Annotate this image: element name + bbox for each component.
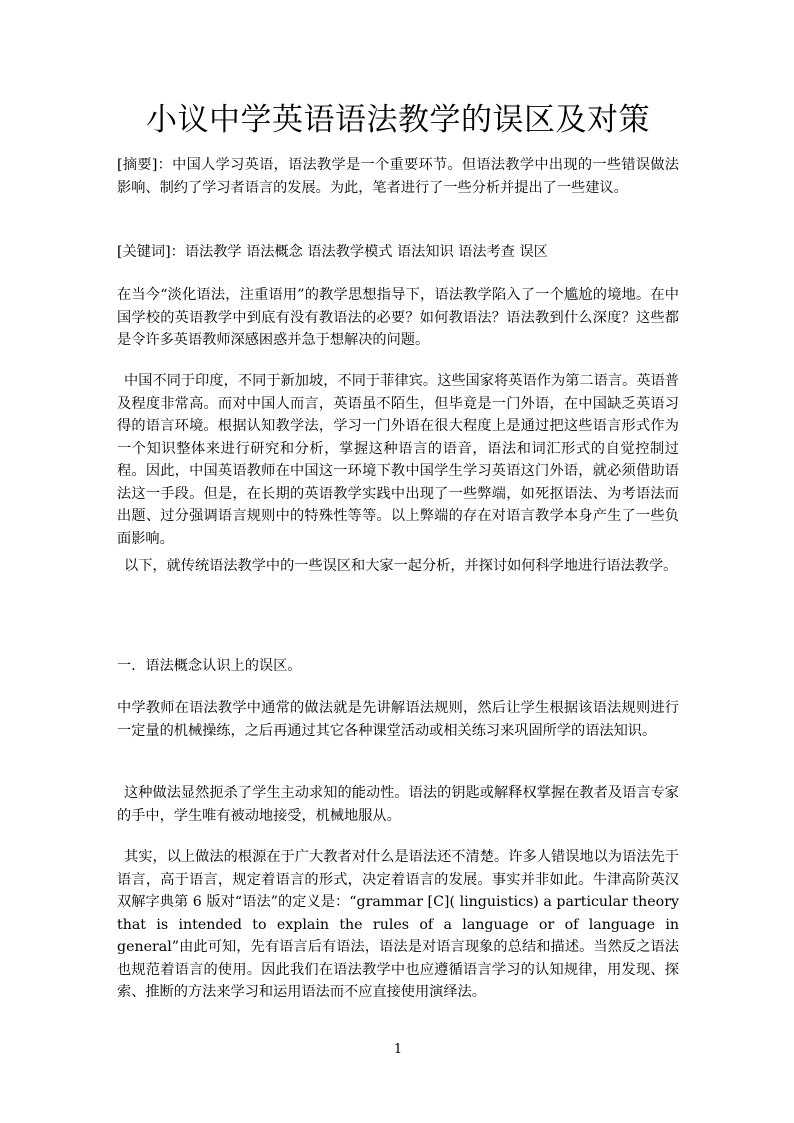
keywords-paragraph: [关键词]：语法教学 语法概念 语法教学模式 语法知识 语法考查 误区 [117, 244, 548, 260]
section-heading-1: 一．语法概念认识上的误区。 [117, 658, 302, 674]
document-title: 小议中学英语语法教学的误区及对策 [146, 102, 650, 138]
body-paragraph-6: 其实，以上做法的根源在于广大教者对什么是语法还不清楚。许多人错误地以为语法先于语言，高于语言，规定着语言的形式，决定着语言的发展。事实并非如此。牛津高阶英汉双解字典第 6 版对“语法”的定义是：“grammar [C]( linguistics) a particular theory that is intended to explain the rules of a language or of language in general”由此可知，先有语言后有语法，语法是对语言现象的总结和描述。当然反之语法也规范着语言的使用。因此我们在语法教学中也应遵循语言学习的认知规律，用发现、探索、推断的方法来学习和运用语法而不应直接使用演绎法。 [117, 849, 679, 1000]
body-paragraph-3: 以下，就传统语法教学中的一些误区和大家一起分析，并探讨如何科学地进行语法教学。 [124, 558, 678, 574]
abstract-paragraph: [摘要]：中国人学习英语，语法教学是一个重要环节。但语法教学中出现的一些错误做法影响、制约了学习者语言的发展。为此，笔者进行了一些分析并提出了一些建议。 [117, 157, 679, 196]
body-paragraph-4: 中学教师在语法教学中通常的做法就是先讲解语法规则，然后让学生根据该语法规则进行一定量的机械操练，之后再通过其它各种课堂活动或相关练习来巩固所学的语法知识。 [117, 700, 679, 739]
body-paragraph-5: 这种做法显然扼杀了学生主动求知的能动性。语法的钥匙或解释权掌握在教者及语言专家的手中，学生唯有被动地接受，机械地服从。 [117, 785, 679, 824]
page-number: 1 [393, 1042, 403, 1057]
body-paragraph-2: 中国不同于印度，不同于新加坡，不同于菲律宾。这些国家将英语作为第二语言。英语普及程度非常高。而对中国人而言，英语虽不陌生，但毕竟是一门外语，在中国缺乏英语习得的语言环境。根据认知教学法，学习一门外语在很大程度上是通过把这些语言形式作为一个知识整体来进行研究和分析，掌握这种语言的语音，语法和词汇形式的自觉控制过程。因此，中国英语教师在中国这一环境下教中国学生学习英语这门外语，就必须借助语法这一手段。但是，在长期的英语教学实践中出现了一些弊端，如死抠语法、为考语法而出题、过分强调语言规则中的特殊性等等。以上弊端的存在对语言教学本身产生了一些负面影响。 [117, 373, 679, 547]
intro-paragraph: 在当今“淡化语法，注重语用”的教学思想指导下，语法教学陷入了一个尴尬的境地。在中国学校的英语教学中到底有没有教语法的必要？如何教语法？语法教到什么深度？这些都是令许多英语教师深感困惑并急于想解决的问题。 [117, 287, 679, 348]
